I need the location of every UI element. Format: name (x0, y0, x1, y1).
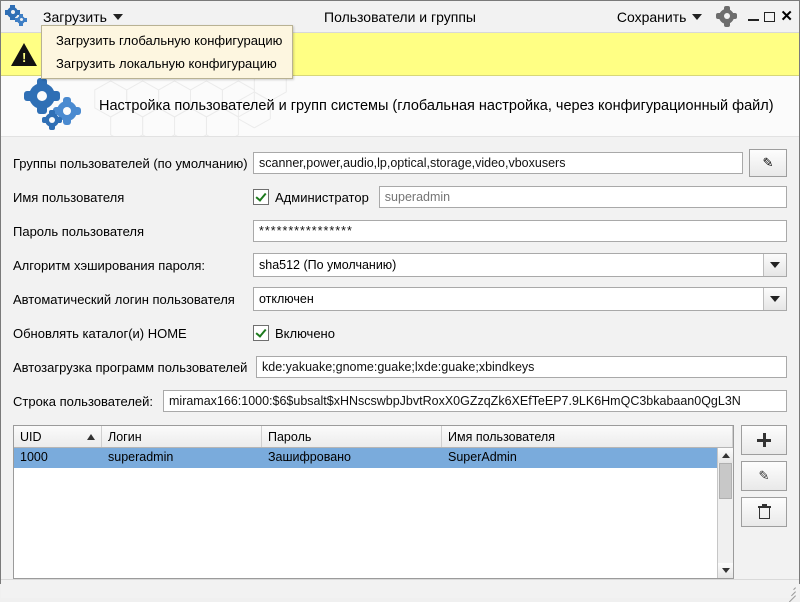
password-row (13, 215, 787, 247)
groups-label: Группы пользователей (по умолчанию) (13, 155, 248, 171)
hash-select[interactable] (253, 253, 787, 277)
admin-checkbox[interactable] (253, 189, 269, 205)
username-row (13, 181, 787, 213)
scroll-down-button[interactable] (718, 563, 733, 578)
scrollbar-track[interactable] (718, 463, 733, 563)
username-label: Имя пользователя (13, 189, 125, 205)
edit-user-button[interactable] (741, 461, 787, 491)
header-strip (1, 76, 799, 137)
table-header-row (14, 426, 733, 448)
column-header-login[interactable] (102, 426, 262, 447)
column-header-password-label: Пароль (268, 429, 312, 444)
chevron-down-icon[interactable] (763, 254, 786, 276)
cell-uid: 1000 (20, 450, 48, 464)
autologin-row (13, 283, 787, 315)
scrollbar-thumb[interactable] (719, 463, 732, 499)
groups-input[interactable] (253, 152, 743, 174)
chevron-down-icon[interactable] (763, 288, 786, 310)
hash-value: sha512 (По умолчанию) (259, 258, 397, 272)
title-bar-right (605, 6, 799, 28)
sort-ascending-icon (87, 434, 95, 440)
autostart-row (13, 351, 787, 383)
home-checkbox[interactable] (253, 325, 269, 341)
table-row[interactable] (14, 448, 733, 468)
table-body (14, 448, 733, 578)
autologin-select[interactable] (253, 287, 787, 311)
column-header-uid-label: UID (20, 429, 42, 444)
autostart-label: Автозагрузка программ пользователей (13, 359, 248, 375)
cell-password: Зашифровано (268, 450, 352, 464)
load-dropdown-menu[interactable] (41, 25, 293, 79)
table-scrollbar[interactable] (717, 448, 733, 578)
password-input[interactable] (253, 220, 787, 242)
column-header-login-label: Логин (108, 429, 142, 444)
status-bar (1, 579, 799, 598)
minimize-button[interactable] (748, 19, 759, 21)
save-menu-label: Сохранить (616, 8, 687, 25)
close-button[interactable]: ✕ (780, 8, 793, 25)
home-row (13, 317, 787, 349)
autologin-value: отключен (259, 292, 314, 306)
autologin-label: Автоматический логин пользователя (13, 291, 235, 307)
hash-label: Алгоритм хэширования пароля: (13, 257, 205, 273)
home-checkbox-wrap[interactable] (253, 325, 335, 341)
admin-checkbox-label: Администратор (275, 189, 369, 205)
userstring-input[interactable] (163, 390, 787, 412)
warning-icon (11, 43, 37, 66)
menu-item-local-config[interactable]: Загрузить локальную конфигурацию (56, 56, 277, 71)
home-checkbox-label: Включено (275, 325, 335, 341)
window-controls (744, 9, 793, 24)
plus-icon (757, 433, 771, 447)
cell-name: SuperAdmin (448, 450, 517, 464)
scroll-up-button[interactable] (718, 448, 733, 463)
userstring-row (13, 385, 787, 417)
userstring-label: Строка пользователей: (13, 393, 154, 409)
warning-icon-char: ! (22, 49, 27, 65)
menu-item-global-config[interactable]: Загрузить глобальную конфигурацию (56, 33, 283, 48)
column-header-uid[interactable] (14, 426, 102, 447)
admin-checkbox-wrap[interactable] (253, 189, 369, 205)
page-title: Настройка пользователей и групп системы (глобальная настройка, через конфигурационный файл) (99, 98, 774, 114)
password-label: Пароль пользователя (13, 223, 145, 239)
column-header-name[interactable] (442, 426, 733, 447)
save-menu-button[interactable] (609, 6, 711, 28)
autostart-input[interactable] (256, 356, 787, 378)
users-table (13, 425, 734, 579)
cell-login: superadmin (108, 450, 174, 464)
maximize-button[interactable] (764, 12, 775, 22)
hash-row (13, 249, 787, 281)
username-input[interactable] (379, 186, 787, 208)
pencil-icon: ✎ (758, 468, 770, 483)
delete-user-button[interactable] (741, 497, 787, 527)
settings-gears-icon (23, 77, 93, 135)
settings-form (1, 137, 799, 419)
table-action-buttons (741, 425, 787, 579)
column-header-name-label: Имя пользователя (448, 429, 555, 444)
gear-icon[interactable] (716, 6, 738, 28)
load-menu-label: Загрузить (43, 8, 107, 25)
password-value: **************** (259, 224, 353, 238)
groups-edit-button[interactable] (749, 149, 787, 177)
column-header-password[interactable] (262, 426, 442, 447)
add-user-button[interactable] (741, 425, 787, 455)
trash-icon (758, 505, 771, 519)
users-table-area (1, 419, 799, 579)
chevron-down-icon (113, 14, 123, 20)
groups-row (13, 147, 787, 179)
pencil-icon: ✎ (762, 155, 774, 170)
window-title: Пользователи и группы (324, 8, 476, 25)
resize-grip-icon[interactable] (784, 584, 796, 596)
app-icon (5, 4, 31, 30)
chevron-down-icon (692, 14, 702, 20)
home-label: Обновлять каталог(и) HOME (13, 325, 187, 341)
